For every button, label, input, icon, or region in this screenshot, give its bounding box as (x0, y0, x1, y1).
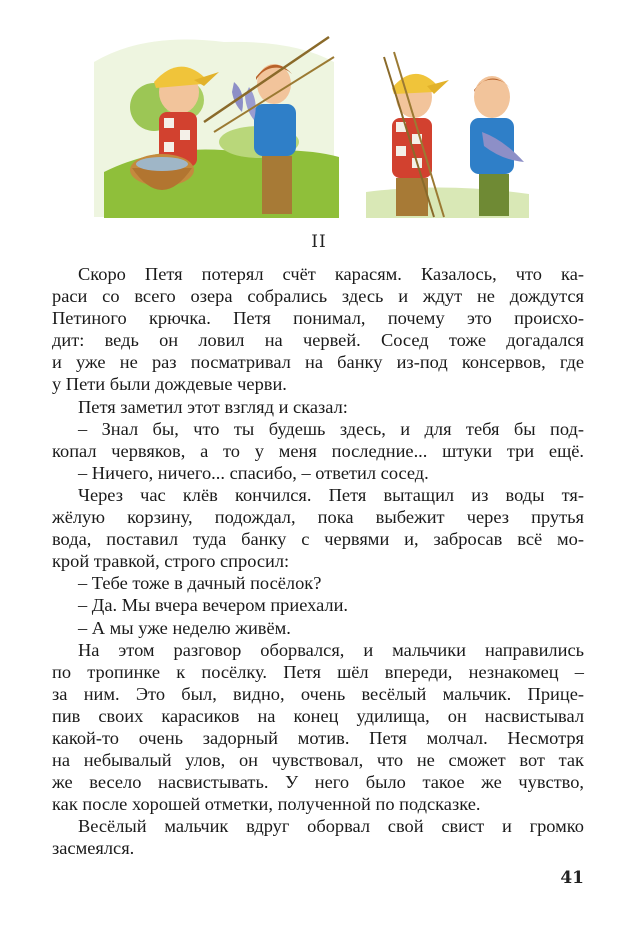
text-line: вода, поставил туда банку с червями и, забросав всё мо- (52, 529, 584, 550)
text-line: и уже не раз посматривал на банку из-под консервов, где (52, 352, 584, 373)
text-line: за ним. Это был, видно, очень весёлый мальчик. Прице- (52, 683, 584, 704)
boys-fishing-illustration (84, 22, 554, 222)
text-line: крой травкой, строго спросил: (52, 551, 290, 572)
text-line: на небывалый улов, он чувствовал, что не сможет вот так (52, 750, 584, 771)
illustration-drawing (84, 22, 554, 222)
text-line: же весело насвистывать. У него было такое же чувство, (52, 772, 584, 793)
chapter-number: II (311, 232, 327, 252)
text-line: копал червяков, а то у меня последние... штуки три ещё. (52, 440, 584, 461)
right-scene (364, 51, 529, 218)
left-scene (94, 37, 339, 218)
text-line: – А мы уже неделю живём. (78, 617, 291, 638)
text-line: – Ничего, ничего... спасибо, – ответил сосед. (78, 462, 429, 483)
text-line: – Да. Мы вчера вечером приехали. (78, 595, 349, 616)
text-line: дит: ведь он ловил на червей. Сосед тоже догадался (52, 330, 584, 351)
text-body (52, 263, 584, 860)
text-line: – Тебе тоже в дачный посёлок? (78, 573, 322, 594)
text-line: засмеялся. (52, 838, 135, 859)
text-line: пив своих карасиков на конец удилища, он насвистывал (52, 705, 584, 726)
text-line: Весёлый мальчик вдруг оборвал свой свист и громко (78, 816, 584, 837)
text-line: Через час клёв кончился. Петя вытащил из воды тя- (78, 484, 584, 505)
text-line: Скоро Петя потерял счёт карасям. Казалось, что ка- (78, 264, 584, 284)
text-line: На этом разговор оборвался, и мальчики направились (78, 639, 584, 660)
text-line: жёлую корзину, подождал, пока выбежит через прутья (52, 507, 584, 528)
text-line: какой-то очень задорный мотив. Петя молчал. Несмотря (52, 727, 584, 748)
text-line: – Знал бы, что ты будешь здесь, и для тебя бы под- (78, 418, 584, 439)
text-line: Петиного крючка. Петя понимал, почему это происхо- (52, 308, 584, 329)
text-line: раси со всего озера собрались здесь и ждут не дождутся (52, 286, 584, 307)
text-line: у Пети были дождевые черви. (52, 374, 287, 395)
text-line: Петя заметил этот взгляд и сказал: (78, 396, 348, 417)
text-line: как после хорошей отметки, полученной по подсказке. (52, 794, 481, 815)
text-line: по тропинке к посёлку. Петя шёл впереди, незнакомец – (52, 661, 584, 682)
page-number: 41 (560, 868, 584, 888)
